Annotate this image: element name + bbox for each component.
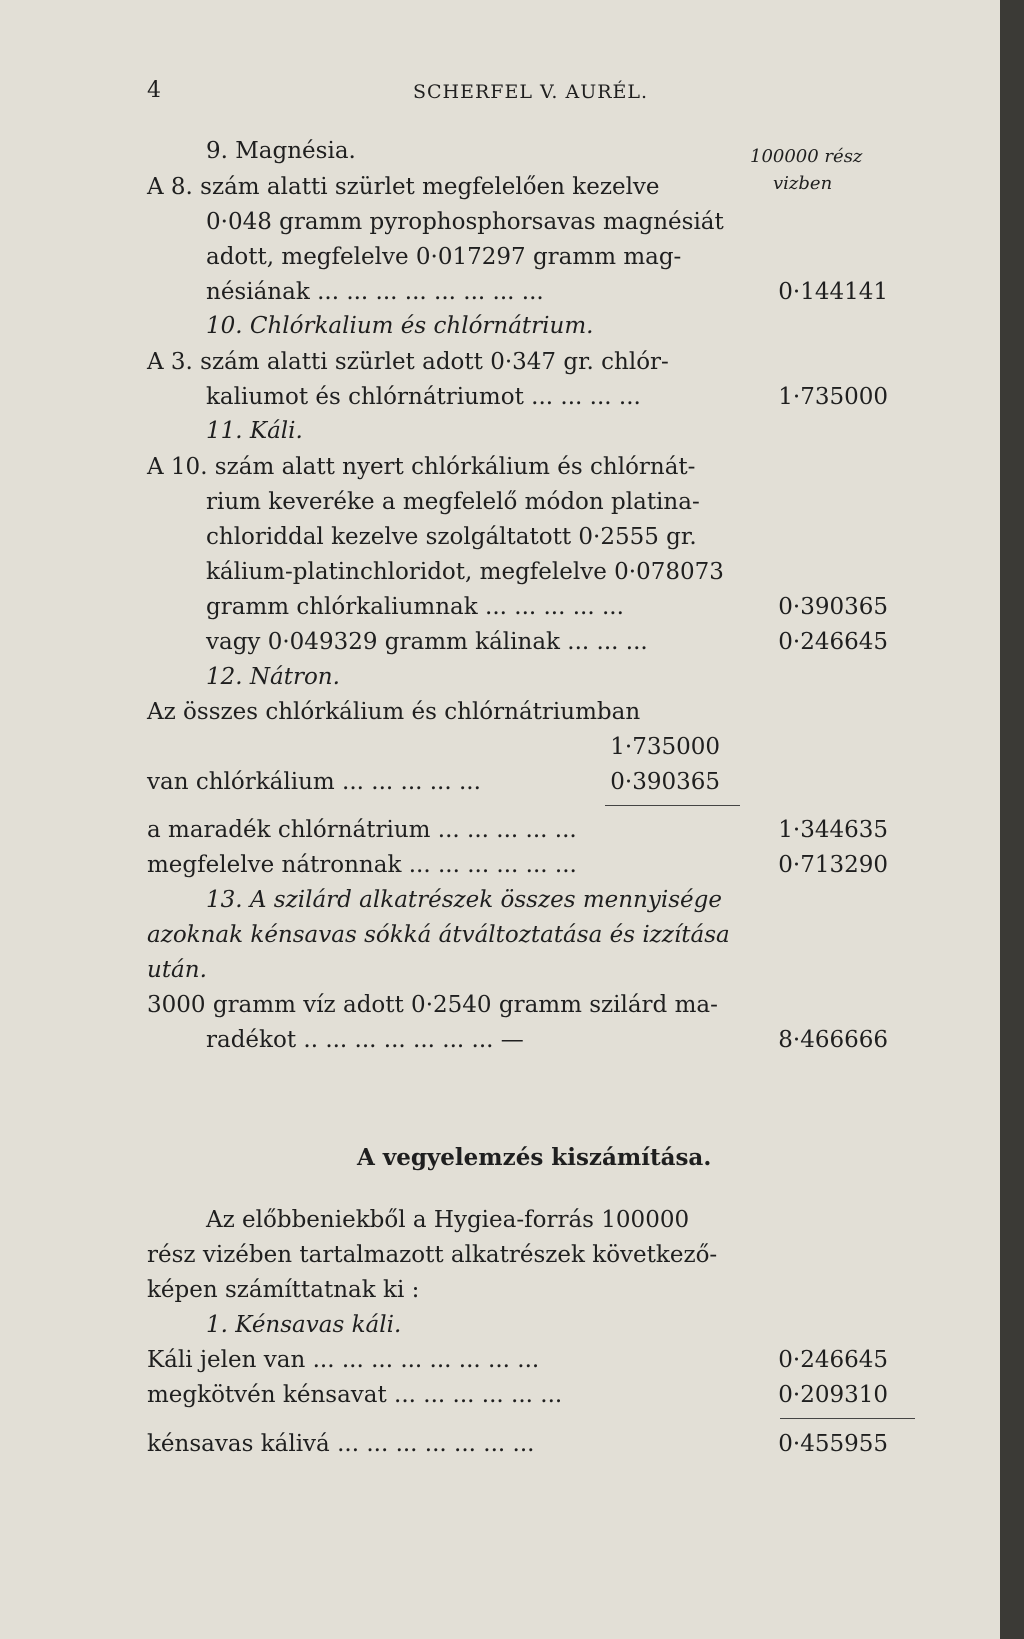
text-line: gramm chlórkaliumnak ... ... ... ... ... xyxy=(206,594,624,620)
text-line: adott, megfelelve 0·017297 gramm mag- xyxy=(206,244,682,270)
value: 0·246645 xyxy=(778,629,888,655)
text-line: megfelelve nátronnak ... ... ... ... ... ... xyxy=(147,852,577,878)
running-title: SCHERFEL V. AURÉL. xyxy=(413,81,649,103)
text-line: nésiának ... ... ... ... ... ... ... ... xyxy=(206,279,544,305)
heading-text: 9. Magnésia. xyxy=(206,138,356,164)
text-line: megkötvén kénsavat ... ... ... ... ... ... xyxy=(147,1382,563,1408)
value: 0·455955 xyxy=(778,1431,888,1457)
section-heading-kensavas-kali: 1. Kénsavas káli. xyxy=(206,1312,402,1338)
text-line: Az összes chlórkálium és chlórnátriumban xyxy=(147,699,641,725)
text-line: kaliumot és chlórnátriumot ... ... ... ... xyxy=(206,384,641,410)
text-line: radékot .. ... ... ... ... ... ... — xyxy=(206,1027,524,1053)
value: 0·390365 xyxy=(778,594,888,620)
text-line: rész vizében tartalmazott alkatrészek következő- xyxy=(147,1242,718,1268)
page-edge xyxy=(1000,0,1024,1639)
text-line: A 3. szám alatti szürlet adott 0·347 gr. chlór- xyxy=(147,349,669,375)
section-heading-szilard: 13. A szilárd alkatrészek összes mennyisége xyxy=(206,887,722,913)
sum-rule xyxy=(780,1418,915,1419)
text-line: A 8. szám alatti szürlet megfelelően kezelve xyxy=(147,174,660,200)
value: 0·390365 xyxy=(610,769,720,795)
text-line: van chlórkálium ... ... ... ... ... xyxy=(147,769,481,795)
page-number: 4 xyxy=(147,78,161,103)
value: 8·466666 xyxy=(778,1027,888,1053)
column-header-line-2: vizben xyxy=(773,173,833,194)
column-header-line-1: 100000 rész xyxy=(750,146,863,167)
text-line: kálium-platinchloridot, megfelelve 0·078073 xyxy=(206,559,724,585)
section-heading-natron: 12. Nátron. xyxy=(206,664,340,690)
value: 1·735000 xyxy=(778,384,888,410)
section-heading-kali: 11. Káli. xyxy=(206,418,303,444)
text-line: Az előbbeniekből a Hygiea-forrás 100000 xyxy=(206,1207,690,1233)
section-title: A vegyelemzés kiszámítása. xyxy=(357,1144,712,1171)
sum-rule xyxy=(605,805,740,806)
text-line: A 10. szám alatt nyert chlórkálium és chlórnát- xyxy=(147,454,696,480)
value: 1·735000 xyxy=(610,734,720,760)
text-line: Káli jelen van ... ... ... ... ... ... ... ... xyxy=(147,1347,540,1373)
text-line: azoknak kénsavas sókká átváltoztatása és izzítása xyxy=(147,922,730,948)
text-line: kénsavas kálivá ... ... ... ... ... ... ... xyxy=(147,1431,535,1457)
text-line: chloriddal kezelve szolgáltatott 0·2555 gr. xyxy=(206,524,697,550)
value: 0·209310 xyxy=(778,1382,888,1408)
value: 0·246645 xyxy=(778,1347,888,1373)
value: 1·344635 xyxy=(778,817,888,843)
text-line: 3000 gramm víz adott 0·2540 gramm szilárd ma- xyxy=(147,992,718,1018)
text-line: rium keveréke a megfelelő módon platina- xyxy=(206,489,700,515)
section-heading-chlorkalium: 10. Chlórkalium és chlórnátrium. xyxy=(206,313,594,339)
text-line: a maradék chlórnátrium ... ... ... ... ... xyxy=(147,817,577,843)
text-line: képen számíttatnak ki : xyxy=(147,1277,420,1303)
text-line: vagy 0·049329 gramm kálinak ... ... ... xyxy=(206,629,648,655)
text-line: 0·048 gramm pyrophosphorsavas magnésiát xyxy=(206,209,724,235)
value: 0·144141 xyxy=(778,279,888,305)
value: 0·713290 xyxy=(778,852,888,878)
section-heading-magnesia xyxy=(206,137,356,165)
text-line: után. xyxy=(147,957,207,983)
